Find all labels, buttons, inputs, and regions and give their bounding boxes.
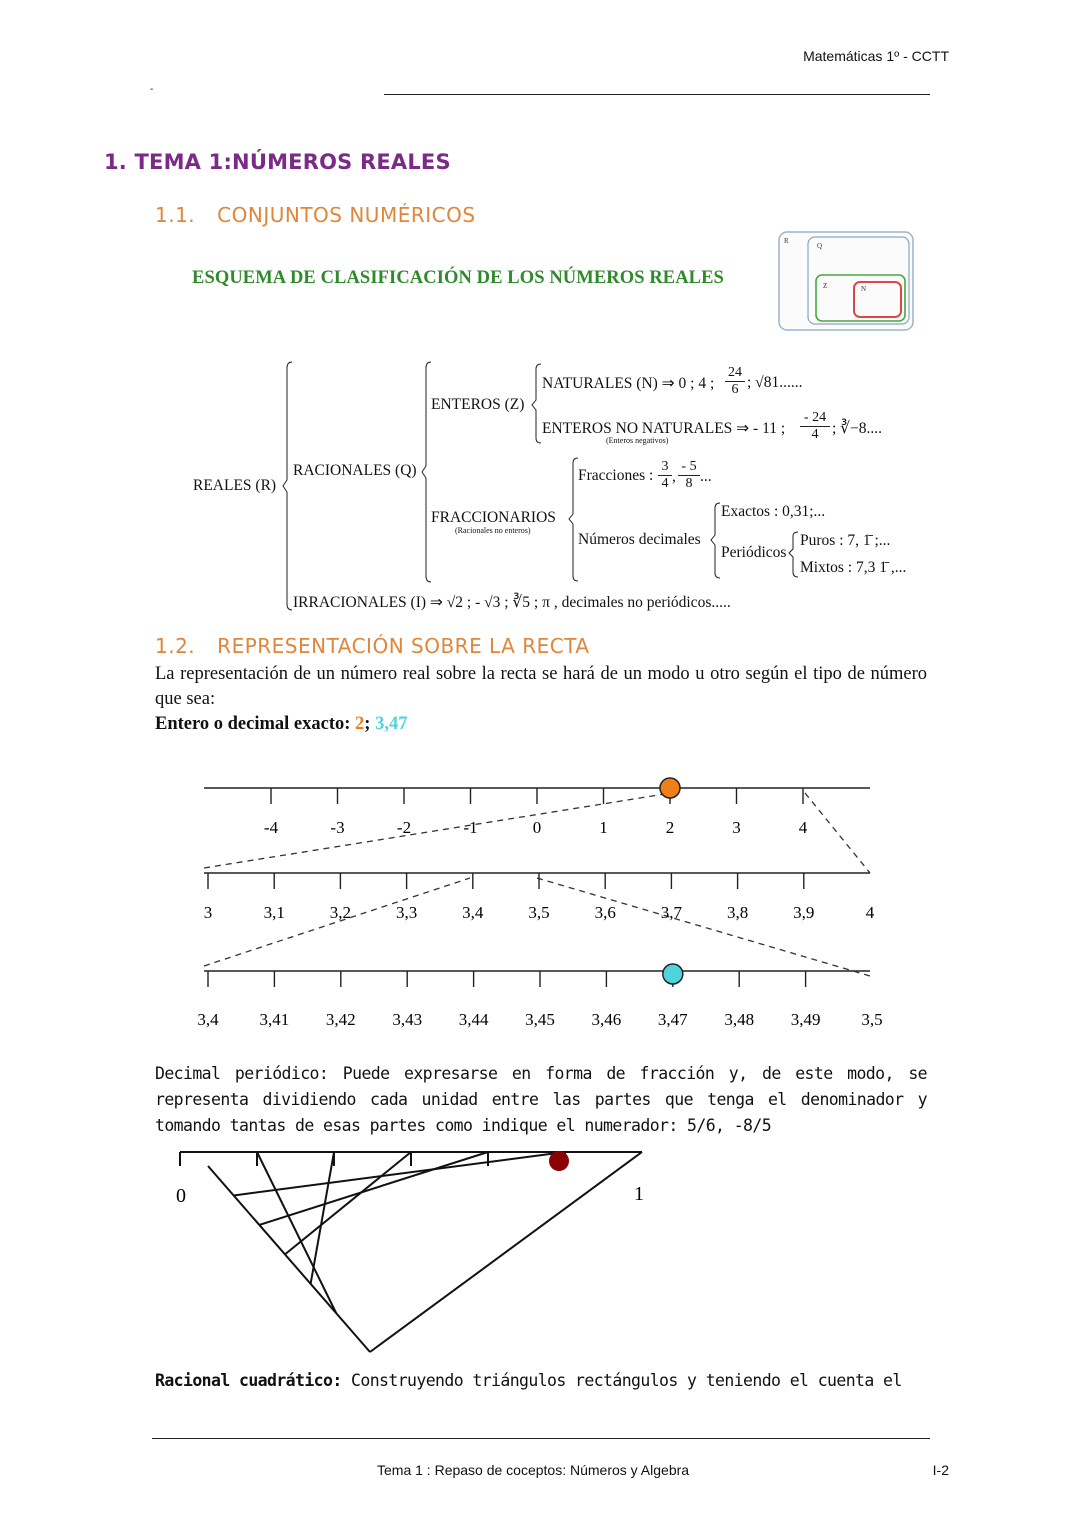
- tick-label-tenth: 4: [865, 903, 875, 922]
- fraction-minus-five-eighths: [678, 459, 700, 492]
- exact-line: [155, 712, 927, 737]
- tick-label-tenth: 3: [203, 903, 213, 922]
- subsection-title: REPRESENTACIÓN SOBRE LA RECTA: [217, 634, 590, 658]
- tick-label-hundredth: 3,48: [724, 1010, 755, 1029]
- header-course: Matemáticas 1º - CCTT: [803, 48, 949, 64]
- tick-label-integer: 4: [798, 818, 808, 837]
- enteros-no-nat-root: ; ∛−8....: [832, 420, 883, 437]
- tick-label-tenth: 3,7: [660, 903, 683, 922]
- fraction-numerator: - 5: [678, 459, 700, 476]
- quadratic-paragraph: [155, 1368, 927, 1394]
- label-racionales-no-enteros: (Racionales no enteros): [455, 526, 531, 535]
- label-mixtos: Mixtos : 7,3 1̄ ,...: [800, 559, 907, 576]
- fraction-dots: ...: [700, 468, 712, 485]
- tick-label-hundredth: 3,4: [197, 1010, 219, 1029]
- header-dot: -: [150, 84, 154, 95]
- label-one: 1: [634, 1183, 644, 1205]
- venn-label-r: R: [784, 237, 789, 245]
- parallel-line: [285, 1152, 411, 1254]
- fraction-numerator: - 24: [800, 410, 830, 427]
- tick-label-integer: 3: [732, 818, 741, 837]
- subsection-title: CONJUNTOS NUMÉRICOS: [217, 203, 476, 227]
- exact-value-347: 3,47: [375, 714, 408, 734]
- tick-label-tenth: 3,5: [528, 903, 550, 922]
- zoom-line: [204, 878, 470, 966]
- marker-five-sixths: [549, 1151, 569, 1171]
- tick-label-hundredth: 3,41: [259, 1010, 290, 1029]
- tick-label-hundredth: 3,45: [525, 1010, 555, 1029]
- label-puros: Puros : 7, 1̄ ;...: [800, 532, 891, 549]
- tick-label-tenth: 3,1: [263, 903, 285, 922]
- naturales-root: ; √81......: [747, 374, 803, 391]
- subsection-number: 1.1.: [155, 203, 196, 227]
- fraction-denominator: 4: [811, 427, 819, 442]
- zoom-line: [805, 793, 870, 873]
- tick-label-tenth: 3,6: [594, 903, 616, 922]
- fraction-denominator: 8: [685, 476, 693, 491]
- periodic-paragraph: Decimal periódico: Puede expresarse en forma de fracción y, de este modo, se representa dividiendo cada unidad entre las partes que tenga el denominador y tomando tantas de esas partes como indique el numerador: 5/6, -8/5: [155, 1064, 927, 1135]
- zoom-line: [537, 878, 870, 976]
- tick-label-tenth: 3,8: [726, 903, 749, 922]
- fraction-numerator: 24: [725, 365, 745, 382]
- tick-label-tenth: 3,4: [462, 903, 484, 922]
- label-numeros-decimales: Números decimales: [578, 531, 701, 548]
- exact-label: Entero o decimal exacto:: [155, 714, 351, 734]
- label-exactos: Exactos : 0,31;...: [721, 503, 826, 520]
- label-enteros-no-naturales: ENTEROS NO NATURALES ⇒ - 11 ;: [542, 420, 786, 437]
- label-reales: REALES (R): [193, 477, 277, 494]
- tick-label-integer: 0: [532, 818, 542, 837]
- quadratic-text: Construyendo triángulos rectángulos y teniendo el cuenta el: [351, 1371, 902, 1390]
- subsection-2-heading: [155, 634, 590, 658]
- closing-line: [370, 1152, 642, 1352]
- exact-separator: ;: [364, 714, 371, 734]
- venn-label-q: Q: [817, 242, 823, 250]
- section-title: 1. TEMA 1:NÚMEROS REALES: [104, 150, 451, 174]
- tick-label-hundredth: 3,5: [861, 1010, 883, 1029]
- label-fraccionarios: FRACCIONARIOS: [431, 509, 556, 526]
- footer-rule: [152, 1438, 930, 1439]
- label-fracciones: Fracciones :: [578, 467, 654, 484]
- tick-label-integer: -3: [330, 818, 345, 837]
- enteros-no-nat-fraction: [800, 410, 830, 443]
- tick-label-integer: -1: [463, 818, 478, 837]
- parallel-line: [257, 1152, 336, 1313]
- number-lines-figure: [0, 760, 1080, 1050]
- label-irracionales: IRRACIONALES (I) ⇒ √2 ; - √3 ; ∛5 ; π , decimales no periódicos.....: [293, 594, 731, 611]
- label-enteros-negativos: (Enteros negativos): [606, 436, 669, 445]
- footer-page: I-2: [932, 1462, 949, 1478]
- tick-label-integer: -2: [396, 818, 412, 837]
- footer-text: Tema 1 : Repaso de coceptos: Números y Algebra: [377, 1462, 690, 1478]
- subsection-number: 1.2.: [155, 634, 196, 658]
- fraction-three-quarters: [658, 459, 672, 492]
- quadratic-label: Racional cuadrático:: [155, 1371, 342, 1390]
- tick-label-hundredth: 3,43: [392, 1010, 423, 1029]
- naturales-fraction: [725, 365, 745, 398]
- exact-value-2: 2: [355, 714, 365, 734]
- label-zero: 0: [176, 1185, 186, 1207]
- marker-value-3-47: [663, 964, 683, 984]
- tick-label-hundredth: 3,46: [591, 1010, 622, 1029]
- parallel-line: [234, 1152, 565, 1195]
- venn-label-z: Z: [823, 282, 828, 290]
- tick-label-tenth: 3,2: [329, 903, 352, 922]
- label-periodicos: Periódicos: [721, 544, 787, 561]
- tick-label-hundredth: 3,42: [325, 1010, 356, 1029]
- tick-label-tenth: 3,9: [793, 903, 815, 922]
- tick-label-integer: -4: [263, 818, 279, 837]
- fraction-numerator: 3: [658, 459, 672, 476]
- intro-paragraph: La representación de un número real sobre la recta se hará de un modo u otro según el tipo de número que sea:: [155, 664, 927, 709]
- tick-label-integer: 1: [599, 818, 608, 837]
- tick-label-hundredth: 3,49: [790, 1010, 821, 1029]
- auxiliary-ray: [208, 1166, 370, 1352]
- fraction-comma: ,: [672, 468, 676, 485]
- tick-label-hundredth: 3,47: [657, 1010, 688, 1029]
- thales-division-figure: [0, 1140, 1080, 1370]
- label-naturales: NATURALES (N) ⇒ 0 ; 4 ;: [542, 375, 715, 392]
- tick-label-hundredth: 3,44: [458, 1010, 489, 1029]
- marker-value-2: [660, 778, 680, 798]
- scheme-title: ESQUEMA DE CLASIFICACIÓN DE LOS NÚMEROS REALES: [192, 268, 724, 288]
- classification-brackets: [0, 0, 1080, 640]
- tick-label-tenth: 3,3: [395, 903, 418, 922]
- label-enteros: ENTEROS (Z): [431, 396, 525, 413]
- tick-label-integer: 2: [665, 818, 675, 837]
- label-racionales: RACIONALES (Q): [293, 462, 417, 479]
- venn-label-n: N: [861, 285, 867, 293]
- fraction-denominator: 4: [661, 476, 669, 491]
- fraction-denominator: 6: [731, 382, 739, 397]
